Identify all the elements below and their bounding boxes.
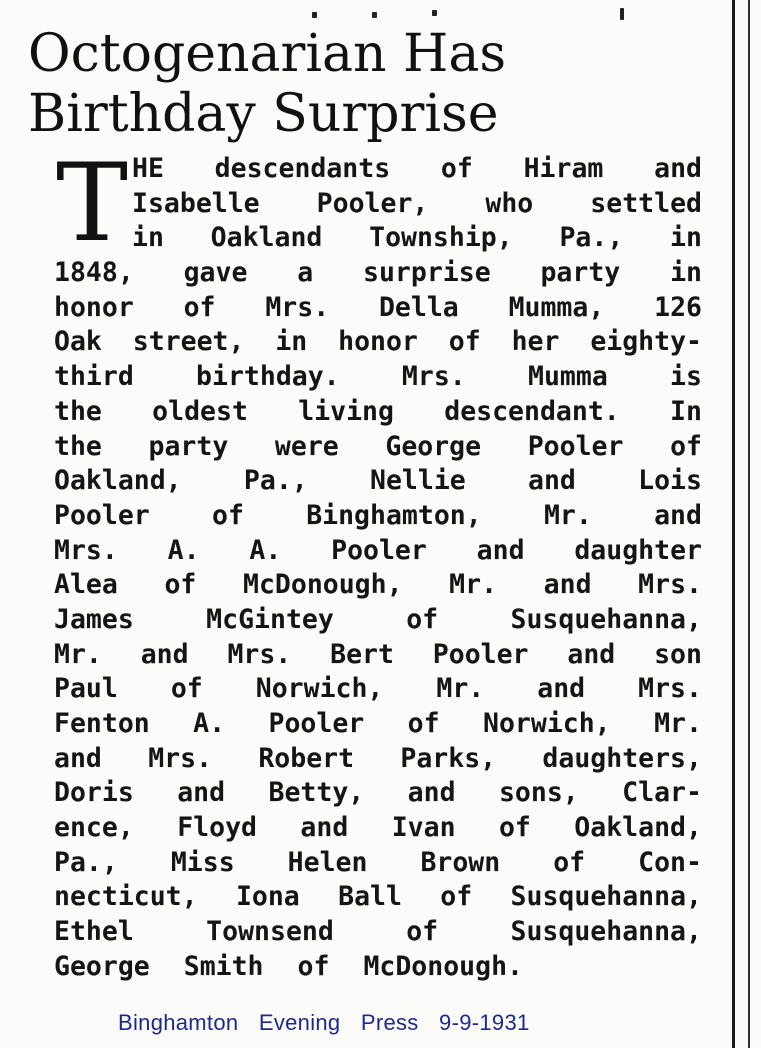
article-word: Pa.,: [243, 465, 308, 497]
article-word: Robert: [258, 742, 355, 774]
article-word: Pooler: [527, 430, 624, 462]
article-word: Township,: [369, 222, 513, 254]
article-word: 1848,: [54, 257, 134, 289]
article-word: George: [54, 950, 150, 982]
article-word: Norwich,: [255, 673, 384, 705]
article-word: Helen: [287, 846, 368, 878]
article-word: descendants: [214, 153, 391, 184]
article-word: the: [54, 430, 102, 462]
print-speck: [432, 10, 437, 16]
article-word: Pooler: [54, 499, 150, 531]
article-word: gave: [183, 257, 248, 289]
article-word: Mumma: [528, 361, 608, 393]
article-word: Oakland,: [54, 465, 182, 497]
article-word: living: [298, 395, 394, 427]
article-word: and: [654, 499, 702, 531]
article-word: the: [54, 395, 102, 427]
article-word: Susquehanna,: [510, 603, 702, 635]
caption-word: 9-9-1931: [439, 1010, 530, 1035]
article-word: Mr.: [54, 638, 102, 670]
article-word: Fenton: [54, 708, 150, 739]
article-word: of: [448, 326, 481, 358]
article-line: [54, 811, 702, 846]
article-word: Alea: [54, 569, 118, 601]
article-word: in: [670, 222, 702, 254]
article-word: son: [654, 638, 702, 670]
article-line: [54, 880, 702, 915]
article-word: Nellie: [370, 465, 466, 497]
article-word: were: [274, 430, 339, 462]
article-word: and: [537, 673, 586, 705]
article-line: [54, 915, 702, 950]
article-word: party: [148, 430, 229, 462]
article-word: Binghamton,: [306, 499, 482, 531]
article-word: Lois: [638, 465, 702, 497]
article-line: [54, 638, 702, 673]
article-line: [54, 395, 702, 430]
article-line: [54, 430, 702, 465]
article-word: and: [177, 777, 226, 809]
article-word: Smith: [183, 950, 264, 982]
print-speck: [372, 12, 377, 18]
article-line: [54, 707, 702, 742]
article-word: settled: [590, 187, 702, 219]
article-word: of: [212, 499, 244, 531]
article-word: and: [140, 638, 189, 670]
article-word: of: [407, 708, 440, 739]
article-word: street,: [132, 326, 245, 358]
article-word: A.: [249, 534, 282, 566]
article-word: McDonough,: [243, 569, 403, 601]
article-word: Pa.,: [559, 222, 624, 254]
article-word: 126: [654, 291, 702, 323]
article-word: A.: [193, 708, 226, 739]
article-word: Parks,: [400, 742, 497, 774]
article-word: Mrs.: [638, 673, 702, 705]
article-word: Clar-: [622, 777, 702, 809]
article-word: who: [485, 187, 534, 219]
article-word: daughter: [574, 534, 702, 566]
article-word: daughters,: [542, 742, 702, 774]
article-word: a: [297, 257, 314, 289]
article-word: Bert: [330, 638, 394, 670]
article-word: birthday.: [196, 361, 340, 393]
article-word: Pooler,: [316, 187, 429, 219]
headline-line: Octogenarian Has: [28, 24, 507, 84]
article-word: ence,: [54, 812, 134, 844]
article-word: HE: [132, 153, 164, 184]
article-word: and: [407, 777, 456, 809]
article-word: and: [300, 812, 349, 844]
drop-cap: T: [56, 141, 129, 266]
article-word: In: [670, 395, 702, 427]
article-word: Susquehanna,: [510, 916, 702, 948]
article-word: and: [567, 638, 616, 670]
article-word: Con-: [638, 846, 702, 878]
article-word: Ball: [338, 881, 402, 913]
article-word: oldest: [152, 395, 248, 427]
article-word: of: [297, 950, 330, 982]
article-word: in: [670, 257, 702, 289]
article-word: Iona: [235, 881, 300, 913]
article-word: necticut,: [54, 881, 198, 913]
article-word: Della: [378, 291, 459, 323]
article-line: [54, 187, 702, 222]
article-line: [54, 464, 702, 499]
article-word: Paul: [54, 673, 118, 705]
caption-word: Binghamton: [118, 1010, 239, 1035]
article-word: Norwich,: [483, 708, 611, 739]
article-word: Oakland: [210, 222, 323, 254]
article-word: Brown: [420, 846, 501, 878]
article-word: party: [540, 257, 621, 289]
article-word: third: [54, 361, 134, 393]
article-word: Susquehanna,: [510, 881, 702, 913]
article-word: of: [670, 430, 702, 462]
article-word: Pooler: [432, 638, 529, 670]
article-word: Ethel: [54, 916, 134, 948]
article-line: [54, 221, 702, 256]
article-word: in: [275, 326, 308, 358]
article-word: James: [54, 603, 134, 635]
article-word: and: [654, 153, 702, 184]
source-caption: [118, 1010, 544, 1036]
article-word: of: [440, 153, 473, 184]
article-word: is: [670, 361, 702, 393]
headline: [28, 24, 718, 144]
article-word: Mr.: [654, 708, 702, 739]
article-word: McGintey: [206, 603, 334, 635]
article-word: descendant.: [444, 395, 620, 427]
article-word: Isabelle: [132, 187, 260, 219]
article-word: Mrs.: [265, 291, 330, 323]
article-word: Oak: [54, 326, 102, 358]
article-body: [54, 141, 702, 985]
article-word: of: [164, 569, 197, 601]
article-word: Mr.: [543, 499, 592, 531]
article-word: her: [511, 326, 560, 358]
article-word: honor: [338, 326, 418, 358]
article-word: of: [440, 881, 473, 913]
article-word: McDonough.: [363, 950, 523, 982]
article-line: [54, 742, 702, 777]
article-word: Oakland,: [574, 812, 702, 844]
article-word: Townsend: [206, 916, 334, 948]
print-speck: [312, 12, 317, 18]
article-word: Pa.,: [54, 846, 118, 878]
article-line: [54, 152, 702, 187]
article-word: Betty,: [268, 777, 365, 809]
article-word: of: [406, 603, 439, 635]
article-word: and: [54, 742, 102, 774]
article-word: Miss: [170, 846, 235, 878]
article-word: and: [543, 569, 592, 601]
article-word: of: [406, 916, 439, 948]
article-word: Pooler: [331, 534, 427, 566]
article-word: Mrs.: [227, 638, 292, 670]
article-word: Hiram: [523, 153, 604, 184]
article-line: [54, 256, 702, 291]
article-word: and: [528, 465, 576, 497]
article-line: [54, 360, 702, 395]
article-line: [54, 499, 702, 534]
article-word: Floyd: [177, 812, 257, 844]
article-word: of: [553, 846, 586, 878]
headline-line: Birthday Surprise: [28, 84, 499, 144]
article-word: of: [183, 291, 216, 323]
article-word: A.: [167, 534, 200, 566]
caption-word: Press: [360, 1010, 419, 1035]
article-word: George: [385, 430, 482, 462]
article-word: sons,: [498, 777, 579, 809]
article-word: Ivan: [391, 812, 456, 844]
article-word: of: [498, 812, 531, 844]
article-word: in: [132, 222, 164, 254]
article-word: Mrs.: [148, 742, 213, 774]
article-word: Mr.: [449, 569, 498, 601]
article-word: Doris: [54, 777, 134, 809]
print-speck: [620, 8, 624, 20]
article-word: Mrs.: [638, 569, 702, 601]
article-line: [54, 534, 702, 569]
article-word: eighty-: [590, 326, 702, 358]
article-word: Mumma,: [508, 291, 605, 323]
article-line: [54, 846, 702, 881]
article-line: [54, 568, 702, 603]
article-line: [54, 950, 702, 985]
article-word: honor: [54, 291, 134, 323]
article-word: surprise: [363, 257, 491, 289]
article-line: [54, 776, 702, 811]
article-line: [54, 291, 702, 326]
article-line: [54, 603, 702, 638]
article-word: of: [170, 673, 203, 705]
article-line: [54, 672, 702, 707]
article-word: Mr.: [436, 673, 485, 705]
article-word: Pooler: [268, 708, 365, 739]
column-rule: [732, 0, 735, 1048]
caption-word: Evening: [258, 1010, 341, 1035]
article-word: Mrs.: [54, 534, 118, 566]
article-word: and: [476, 534, 525, 566]
article-line: [54, 325, 702, 360]
article-word: Mrs.: [401, 361, 466, 393]
column-rule: [748, 0, 750, 1048]
